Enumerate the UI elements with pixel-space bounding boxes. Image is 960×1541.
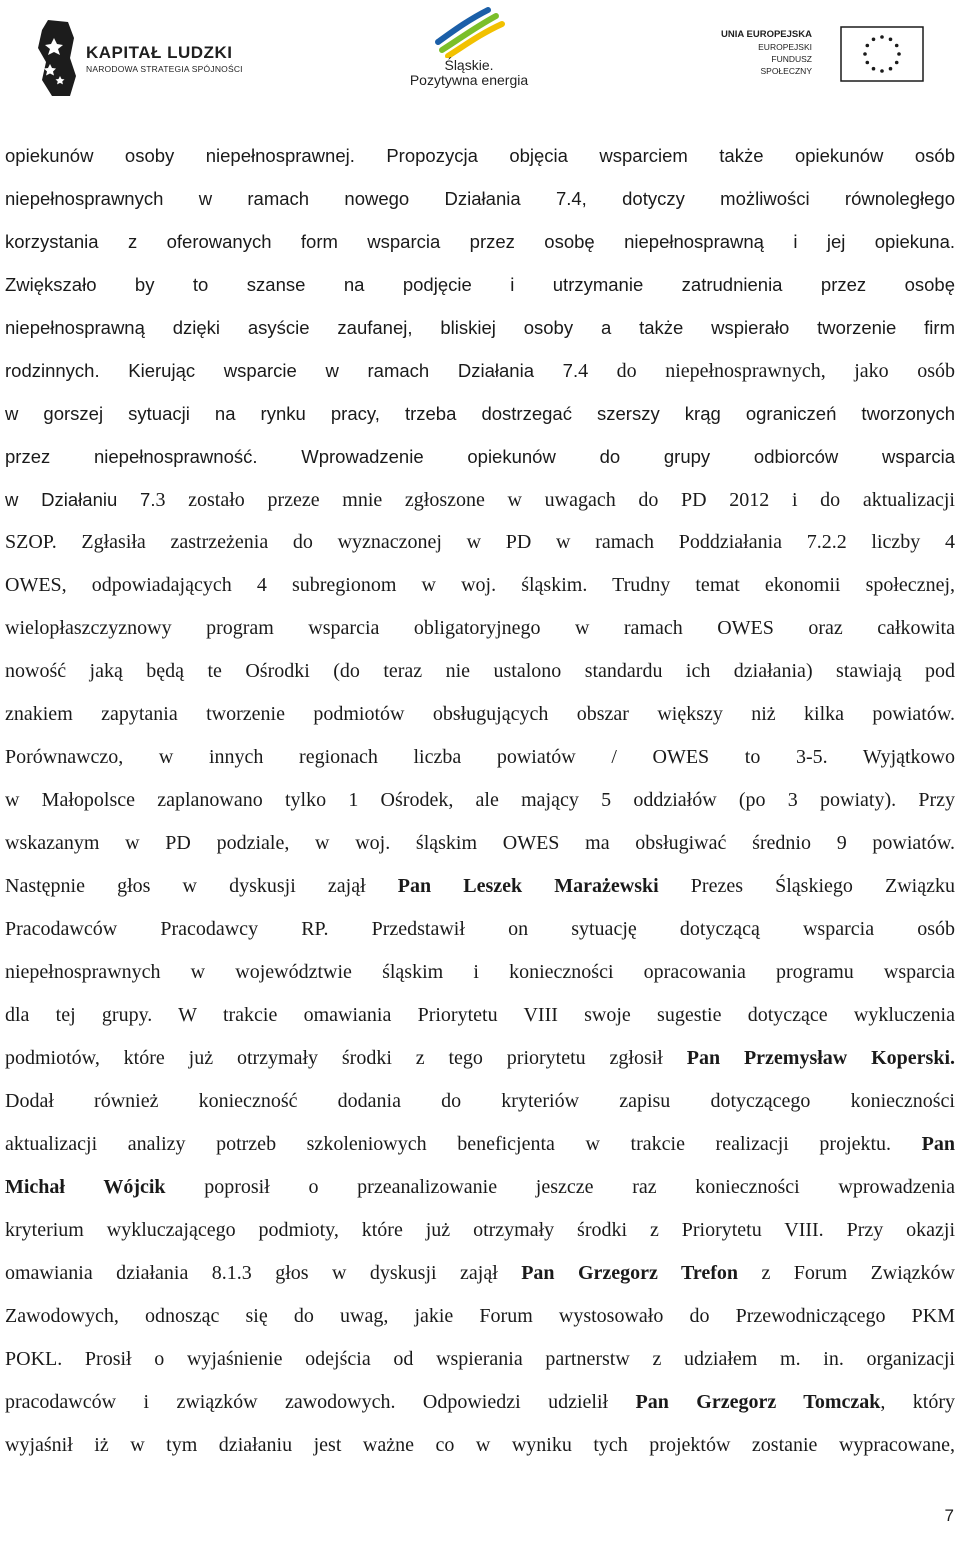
text-line: [5, 607, 955, 650]
text-segment: korzystania z oferowanych form wsparcia przez osobę niepełnosprawną i jej opiekuna.: [5, 231, 955, 252]
page-number: 7: [944, 1506, 954, 1525]
person-name: Pan Przemysław Koperski.: [686, 1047, 955, 1069]
text-line: [5, 736, 955, 779]
text-line: [5, 994, 955, 1037]
text-segment: OWES, odpowiadających 4 subregionom w woj. śląskim. Trudny temat ekonomii społecznej,: [5, 574, 955, 596]
text-segment: , który: [880, 1391, 955, 1413]
text-segment: podmiotów, które już otrzymały środki z tego priorytetu zgłosił: [5, 1047, 687, 1069]
text-segment: Zawodowych, odnosząc się do uwag, jakie Forum wystosowało do Przewodniczącego PKM: [5, 1305, 955, 1327]
eu-star-icon: [880, 69, 884, 73]
text-segment: rodzinnych. Kierując wsparcie w ramach Działania 7.: [5, 360, 579, 381]
person-name: Pan Grzegorz Tomczak: [635, 1391, 881, 1413]
eu-star-icon: [895, 61, 899, 65]
text-line: [5, 1424, 955, 1467]
text-segment: Porównawczo, w innych regionach liczba powiatów / OWES to 3-5. Wyjątkowo: [5, 746, 955, 768]
kapital-ludzki-subtitle: NARODOWA STRATEGIA SPÓJNOŚCI: [86, 64, 243, 74]
text-line: [5, 822, 955, 865]
eu-star-icon: [872, 67, 876, 71]
text-line: [5, 349, 955, 392]
text-line: [5, 1123, 955, 1166]
text-segment: w Działaniu 7.: [5, 489, 156, 510]
eu-line-2: EUROPEJSKI: [758, 42, 812, 52]
text-segment: Zwiększało by to szanse na podjęcie i utrzymanie zatrudnienia przez osobę: [5, 274, 955, 295]
text-line: [5, 1166, 955, 1209]
eu-line-1: UNIA EUROPEJSKA: [721, 29, 812, 40]
text-segment: opiekunów osoby niepełnosprawnej.: [5, 145, 387, 166]
text-line: [5, 521, 955, 564]
text-segment: omawiania działania 8.1.3 głos w dyskusji zajął: [5, 1262, 522, 1284]
text-line: [5, 1295, 955, 1338]
eu-flag-icon: [840, 26, 924, 82]
person-name: Michał Wójcik: [5, 1176, 166, 1198]
text-segment: kryterium wykluczającego podmioty, które już otrzymały środki z Priorytetu VIII. Przy okazji: [5, 1219, 955, 1241]
text-segment: Następnie głos w dyskusji zajął: [5, 875, 398, 897]
text-line: [5, 865, 955, 908]
text-segment: wskazanym w PD podziale, w woj. śląskim OWES ma obsługiwać średnio 9 powiatów.: [5, 832, 955, 854]
document-body: [5, 134, 955, 1467]
text-segment: z Forum Związków: [738, 1262, 955, 1284]
text-segment: przez niepełnosprawność. Wprowadzenie opiekunów do grupy odbiorców wsparcia: [5, 446, 955, 467]
text-line: [5, 1381, 955, 1424]
eu-star-icon: [889, 38, 893, 42]
text-line: [5, 392, 955, 435]
text-segment: Pracodawców Pracodawcy RP. Przedstawił on sytuację dotyczącą wsparcia osób: [5, 918, 955, 940]
text-line: [5, 779, 955, 822]
text-line: [5, 908, 955, 951]
text-segment: w gorszej sytuacji na rynku pracy, trzeba dostrzegać szerszy krąg ograniczeń tworzonych: [5, 403, 955, 424]
text-segment: niepełnosprawną dzięki asyście zaufanej, bliskiej osoby a także wspierało tworzenie firm: [5, 317, 955, 338]
text-line: [5, 1209, 955, 1252]
eu-line-3: FUNDUSZ SPOŁECZNY: [760, 54, 812, 76]
text-line: [5, 693, 955, 736]
eu-star-icon: [895, 44, 899, 48]
text-segment: aktualizacji analizy potrzeb szkoleniowych beneficjenta w trakcie realizacji projektu.: [5, 1133, 922, 1155]
text-line: [5, 1252, 955, 1295]
text-segment: niepełnosprawnych w województwie śląskim i konieczności opracowania programu wsparcia: [5, 961, 955, 983]
eu-star-icon: [872, 38, 876, 42]
text-line: [5, 951, 955, 994]
text-line: [5, 1338, 955, 1381]
text-segment: Propozycja objęcia wsparciem także opiekunów osób: [386, 145, 955, 166]
slaskie-name: Śląskie.: [444, 57, 494, 73]
text-line: [5, 435, 955, 478]
text-segment: POKL. Prosił o wyjaśnienie odejścia od wspierania partnerstw z udziałem m. in. organizacji: [5, 1348, 955, 1370]
text-line: [5, 564, 955, 607]
text-segment: w Małopolsce zaplanowano tylko 1 Ośrodek, ale mający 5 oddziałów (po 3 powiaty). Przy: [5, 789, 955, 811]
text-segment: dla tej grupy. W trakcie omawiania Priorytetu VIII swoje sugestie dotyczące wykluczenia: [5, 1004, 955, 1026]
text-segment: poprosił o przeanalizowanie jeszcze raz konieczności wprowadzenia: [165, 1176, 955, 1198]
text-segment: pracodawców i związków zawodowych. Odpowiedzi udzielił: [5, 1391, 636, 1413]
text-line: [5, 177, 955, 220]
text-segment: niepełnosprawnych w ramach nowego Działania 7.4, dotyczy możliwości równoległego: [5, 188, 955, 209]
text-segment: nowość jaką będą te Ośrodki (do teraz nie ustalono standardu ich działania) stawiają pod: [5, 660, 955, 682]
text-line: [5, 650, 955, 693]
eu-logo: [720, 26, 926, 86]
slaskie-waves-icon: [432, 2, 506, 58]
eu-star-icon: [866, 44, 870, 48]
person-name: Pan: [921, 1133, 955, 1155]
person-name: Pan Grzegorz Trefon: [521, 1262, 739, 1284]
kapital-ludzki-title: KAPITAŁ LUDZKI: [86, 43, 233, 62]
text-segment: znakiem zapytania tworzenie podmiotów obsługujących obszar większy niż kilka powiatów.: [5, 703, 955, 725]
eu-star-icon: [863, 52, 867, 56]
eu-star-icon: [880, 35, 884, 39]
kapital-ludzki-emblem-icon: [34, 18, 80, 98]
text-segment: SZOP. Zgłasiła zastrzeżenia do wyznaczonej w PD w ramach Poddziałania 7.2.2 liczby 4: [5, 531, 955, 553]
text-line: [5, 220, 955, 263]
text-line: [5, 1037, 955, 1080]
text-line: [5, 263, 955, 306]
page-header: [0, 0, 960, 110]
kapital-ludzki-logo: [34, 16, 254, 98]
slaskie-slogan: Pozytywna energia: [409, 72, 529, 88]
text-segment: wyjaśnił iż w tym działaniu jest ważne co w wyniku tych projektów zostanie wypracowane,: [5, 1434, 955, 1456]
text-line: [5, 1080, 955, 1123]
eu-star-icon: [889, 67, 893, 71]
text-segment: Dodał również konieczność dodania do kryteriów zapisu dotyczącego konieczności: [5, 1090, 955, 1112]
eu-star-icon: [866, 61, 870, 65]
text-segment: 3 zostało przeze mnie zgłoszone w uwagach do PD 2012 i do aktualizacji: [155, 489, 955, 511]
text-segment: 4 do niepełnosprawnych, jako osób: [578, 360, 955, 382]
text-line: [5, 478, 955, 521]
eu-star-icon: [897, 52, 901, 56]
slaskie-logo: [394, 2, 544, 102]
text-segment: Prezes Śląskiego Związku: [658, 875, 955, 897]
text-segment: wielopłaszczyznowy program wsparcia obligatoryjnego w ramach OWES oraz całkowita: [5, 617, 955, 639]
text-line: [5, 134, 955, 177]
person-name: Pan Leszek Marażewski: [397, 875, 659, 897]
text-line: [5, 306, 955, 349]
